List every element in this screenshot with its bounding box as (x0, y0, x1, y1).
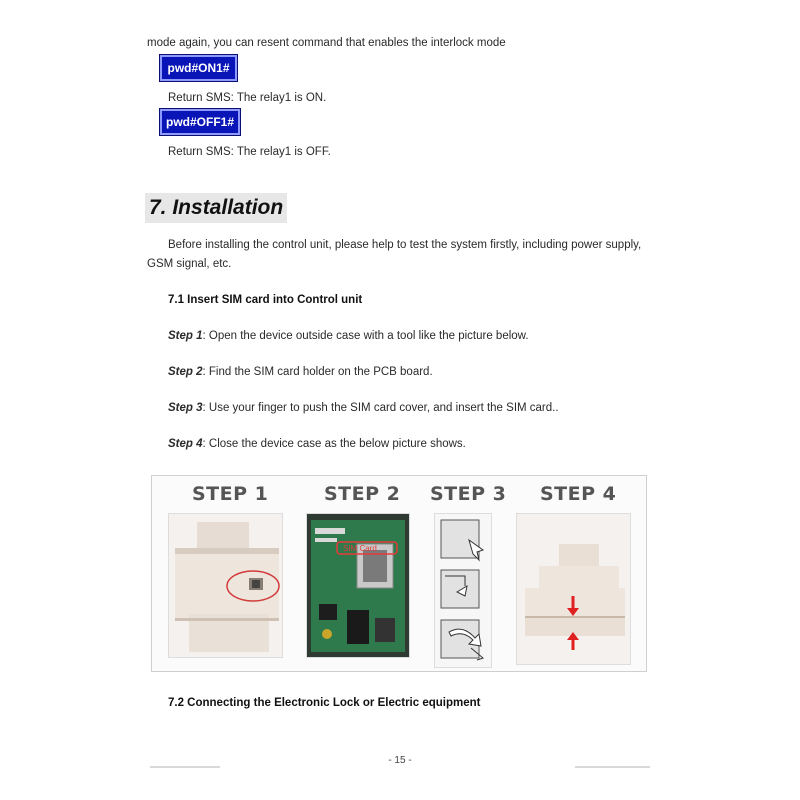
step-3-label: Step 3 (168, 402, 203, 414)
step-3-line (168, 402, 559, 414)
return-off-text: Return SMS: The relay1 is OFF. (168, 146, 331, 158)
step-2-line (168, 366, 433, 378)
subsection-7-1: 7.1 Insert SIM card into Control unit (168, 294, 363, 306)
installation-steps-figure (151, 475, 647, 672)
footer-scan-mark-left (150, 766, 220, 768)
subsection-7-2: 7.2 Connecting the Electronic Lock or Electric equipment (168, 697, 481, 709)
step-4-image (516, 513, 631, 665)
step-3-text: : Use your finger to push the SIM card cover, and insert the SIM card.. (202, 402, 559, 414)
figure-step-4-title: STEP 4 (540, 483, 617, 505)
paragraph-line-1: Before installing the control unit, please help to test the system firstly, including power supply, (168, 239, 642, 251)
sim-card-label: SIM Card (343, 544, 377, 553)
step-2-label: Step 2 (168, 366, 203, 378)
step-4-text: : Close the device case as the below picture shows. (202, 438, 466, 450)
paragraph-line-2: GSM signal, etc. (147, 258, 232, 270)
footer-scan-mark-right (575, 766, 650, 768)
pcb-board-illustration (307, 514, 409, 657)
step-1-image (168, 513, 283, 658)
command-off-box: pwd#OFF1# (160, 109, 240, 135)
page-number: - 15 - (388, 755, 412, 766)
command-on-box: pwd#ON1# (160, 55, 237, 81)
intro-line: mode again, you can resent command that enables the interlock mode (147, 37, 506, 49)
step-2-text: : Find the SIM card holder on the PCB board. (202, 366, 433, 378)
figure-step-1-title: STEP 1 (192, 483, 269, 505)
step-1-label: Step 1 (168, 330, 203, 342)
step-1-line (168, 330, 529, 342)
section-title: 7. Installation (145, 193, 287, 223)
closed-case-illustration (517, 514, 630, 664)
step-4-label: Step 4 (168, 438, 203, 450)
figure-step-2-title: STEP 2 (324, 483, 401, 505)
sim-holder-illustration (435, 514, 491, 667)
return-on-text: Return SMS: The relay1 is ON. (168, 92, 327, 104)
device-case-illustration (169, 514, 282, 657)
step-1-text: : Open the device outside case with a tool like the picture below. (202, 330, 529, 342)
step-4-line (168, 438, 466, 450)
step-3-image (434, 513, 492, 668)
figure-step-3-title: STEP 3 (430, 483, 507, 505)
step-2-image (306, 513, 410, 658)
